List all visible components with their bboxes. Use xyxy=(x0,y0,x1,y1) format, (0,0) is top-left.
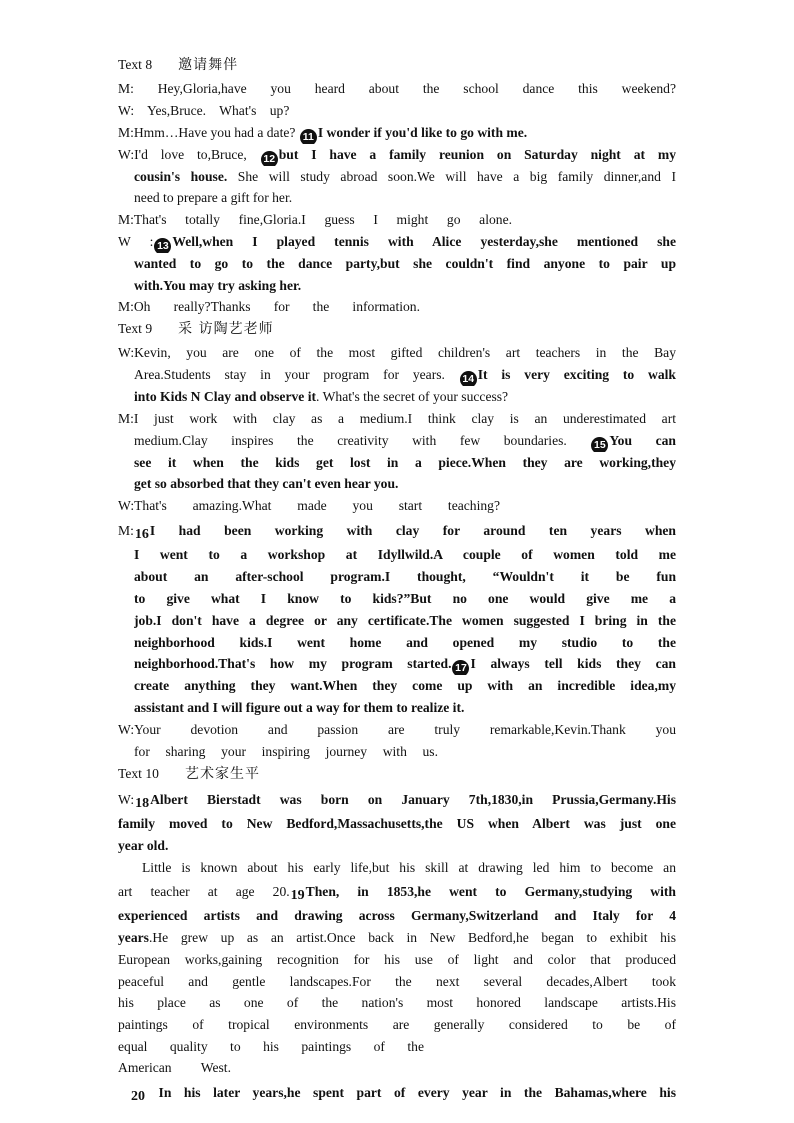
text9-line: about an after-school program.I thought, “Wouldn't it be fun xyxy=(134,569,676,584)
text10-line: experienced artists and drawing across Germany,Switzerland and Italy for 4 xyxy=(118,908,676,923)
question-number-badge: 12 xyxy=(261,151,278,166)
text10-line: equal quality to his paintings of the xyxy=(118,1039,424,1054)
text8-line: cousin's house. She will study abroad soon.We will have a big family dinner,and I xyxy=(134,169,676,184)
text9-line: job.I don't have a degree or any certificate.The women suggested I bring in the xyxy=(134,613,676,628)
text10-line: art teacher at age 20.19Then, in 1853,he went to Germany,studying with xyxy=(118,884,676,903)
question-number-badge: 18 xyxy=(135,796,150,811)
text9-line: neighborhood kids.I went home and opened my studio to the xyxy=(134,635,676,650)
text9-line: assistant and I will figure out a way for them to realize it. xyxy=(134,700,465,715)
text8-heading: Text 8 邀请舞伴 xyxy=(118,57,239,73)
text10-line: family moved to New Bedford,Massachusetts,the US when Albert was just one xyxy=(118,816,676,831)
text9-line: get so absorbed that they can't even hear you. xyxy=(134,476,399,491)
text10-line: his place as one of the nation's most honored landscape artists.His xyxy=(118,995,676,1010)
text10-line: W:18Albert Bierstadt was born on January 7th,1830,in Prussia,Germany.His xyxy=(118,792,676,811)
text9-line: to give what I know to kids?”But no one would give me a xyxy=(134,591,676,606)
text8-line: M:Hmm…Have you had a date? 11 I wonder if you'd like to go with me. xyxy=(118,122,676,144)
text10-line: peaceful and gentle landscapes.For the next several decades,Albert took xyxy=(118,974,676,989)
text8-line: M: Hey,Gloria,have you heard about the school dance this weekend? xyxy=(118,81,676,96)
text9-heading: Text 9 采 访陶艺老师 xyxy=(118,321,274,337)
question-number-badge: 17 xyxy=(452,660,469,675)
text9-line: W:That's amazing.What made you start teaching? xyxy=(118,498,500,513)
text8-line: W: Yes,Bruce. What's up? xyxy=(118,103,290,118)
text9-line: into Kids N Clay and observe it. What's the secret of your success? xyxy=(134,389,509,404)
question-number-badge: 13 xyxy=(154,238,171,253)
text10-line: European works,gaining recognition for his use of light and color that produced xyxy=(118,952,676,967)
question-number-badge: 14 xyxy=(460,371,477,386)
text10-heading: Text 10 艺术家生平 xyxy=(118,766,260,782)
question-number-badge: 16 xyxy=(134,527,149,542)
text8-line: W:I'd love to,Bruce, 12 but I have a family reunion on Saturday night at my xyxy=(118,144,676,166)
text9-line: Area.Students stay in your program for years. 14 It is very exciting to walk xyxy=(134,364,676,386)
text10-line: 20 In his later years,he spent part of every year in the Bahamas,where his xyxy=(131,1085,676,1104)
text8-line: with.You may try asking her. xyxy=(134,278,302,293)
text9-line: for sharing your inspiring journey with us. xyxy=(134,744,438,759)
text9-line: I went to a workshop at Idyllwild.A couple of women told me xyxy=(134,547,676,562)
text8-line: wanted to go to the dance party,but she couldn't find anyone to pair up xyxy=(134,256,676,271)
text10-line: American West. xyxy=(118,1060,231,1075)
text10-line: paintings of tropical environments are generally considered to be of xyxy=(118,1017,676,1032)
question-number-badge: 11 xyxy=(300,129,317,144)
text8-line: M:Oh really?Thanks for the information. xyxy=(118,299,420,314)
question-number-badge: 15 xyxy=(591,437,608,452)
text8-line: W : 13 Well,when I played tennis with Alice yesterday,she mentioned she xyxy=(118,231,676,253)
text9-line: M:16I had been working with clay for around ten years when xyxy=(118,523,676,542)
text10-line: year old. xyxy=(118,838,169,853)
text9-line: medium.Clay inspires the creativity with few boundaries. 15 You can xyxy=(134,430,676,452)
text9-line: M:I just work with clay as a medium.I think clay is an underestimated art xyxy=(118,411,676,426)
text9-line: W:Kevin, you are one of the most gifted children's art teachers in the Bay xyxy=(118,345,676,360)
question-number-badge: 20 xyxy=(131,1089,145,1104)
text9-line: create anything they want.When they come up with an incredible idea,my xyxy=(134,678,676,693)
text9-line: see it when the kids get lost in a piece.When they are working,they xyxy=(134,455,676,470)
text10-line: Little is known about his early life,but his skill at drawing led him to become an xyxy=(142,860,676,875)
text8-line: M:That's totally fine,Gloria.I guess I might go alone. xyxy=(118,212,512,227)
text8-line: need to prepare a gift for her. xyxy=(134,190,293,205)
text9-line: W:Your devotion and passion are truly remarkable,Kevin.Thank you xyxy=(118,722,676,737)
text9-line: neighborhood.That's how my program started. 17 I always tell kids they can xyxy=(134,653,676,675)
question-number-badge: 19 xyxy=(290,888,305,903)
text10-line: years.He grew up as an artist.Once back in New Bedford,he began to exhibit his xyxy=(118,930,676,945)
